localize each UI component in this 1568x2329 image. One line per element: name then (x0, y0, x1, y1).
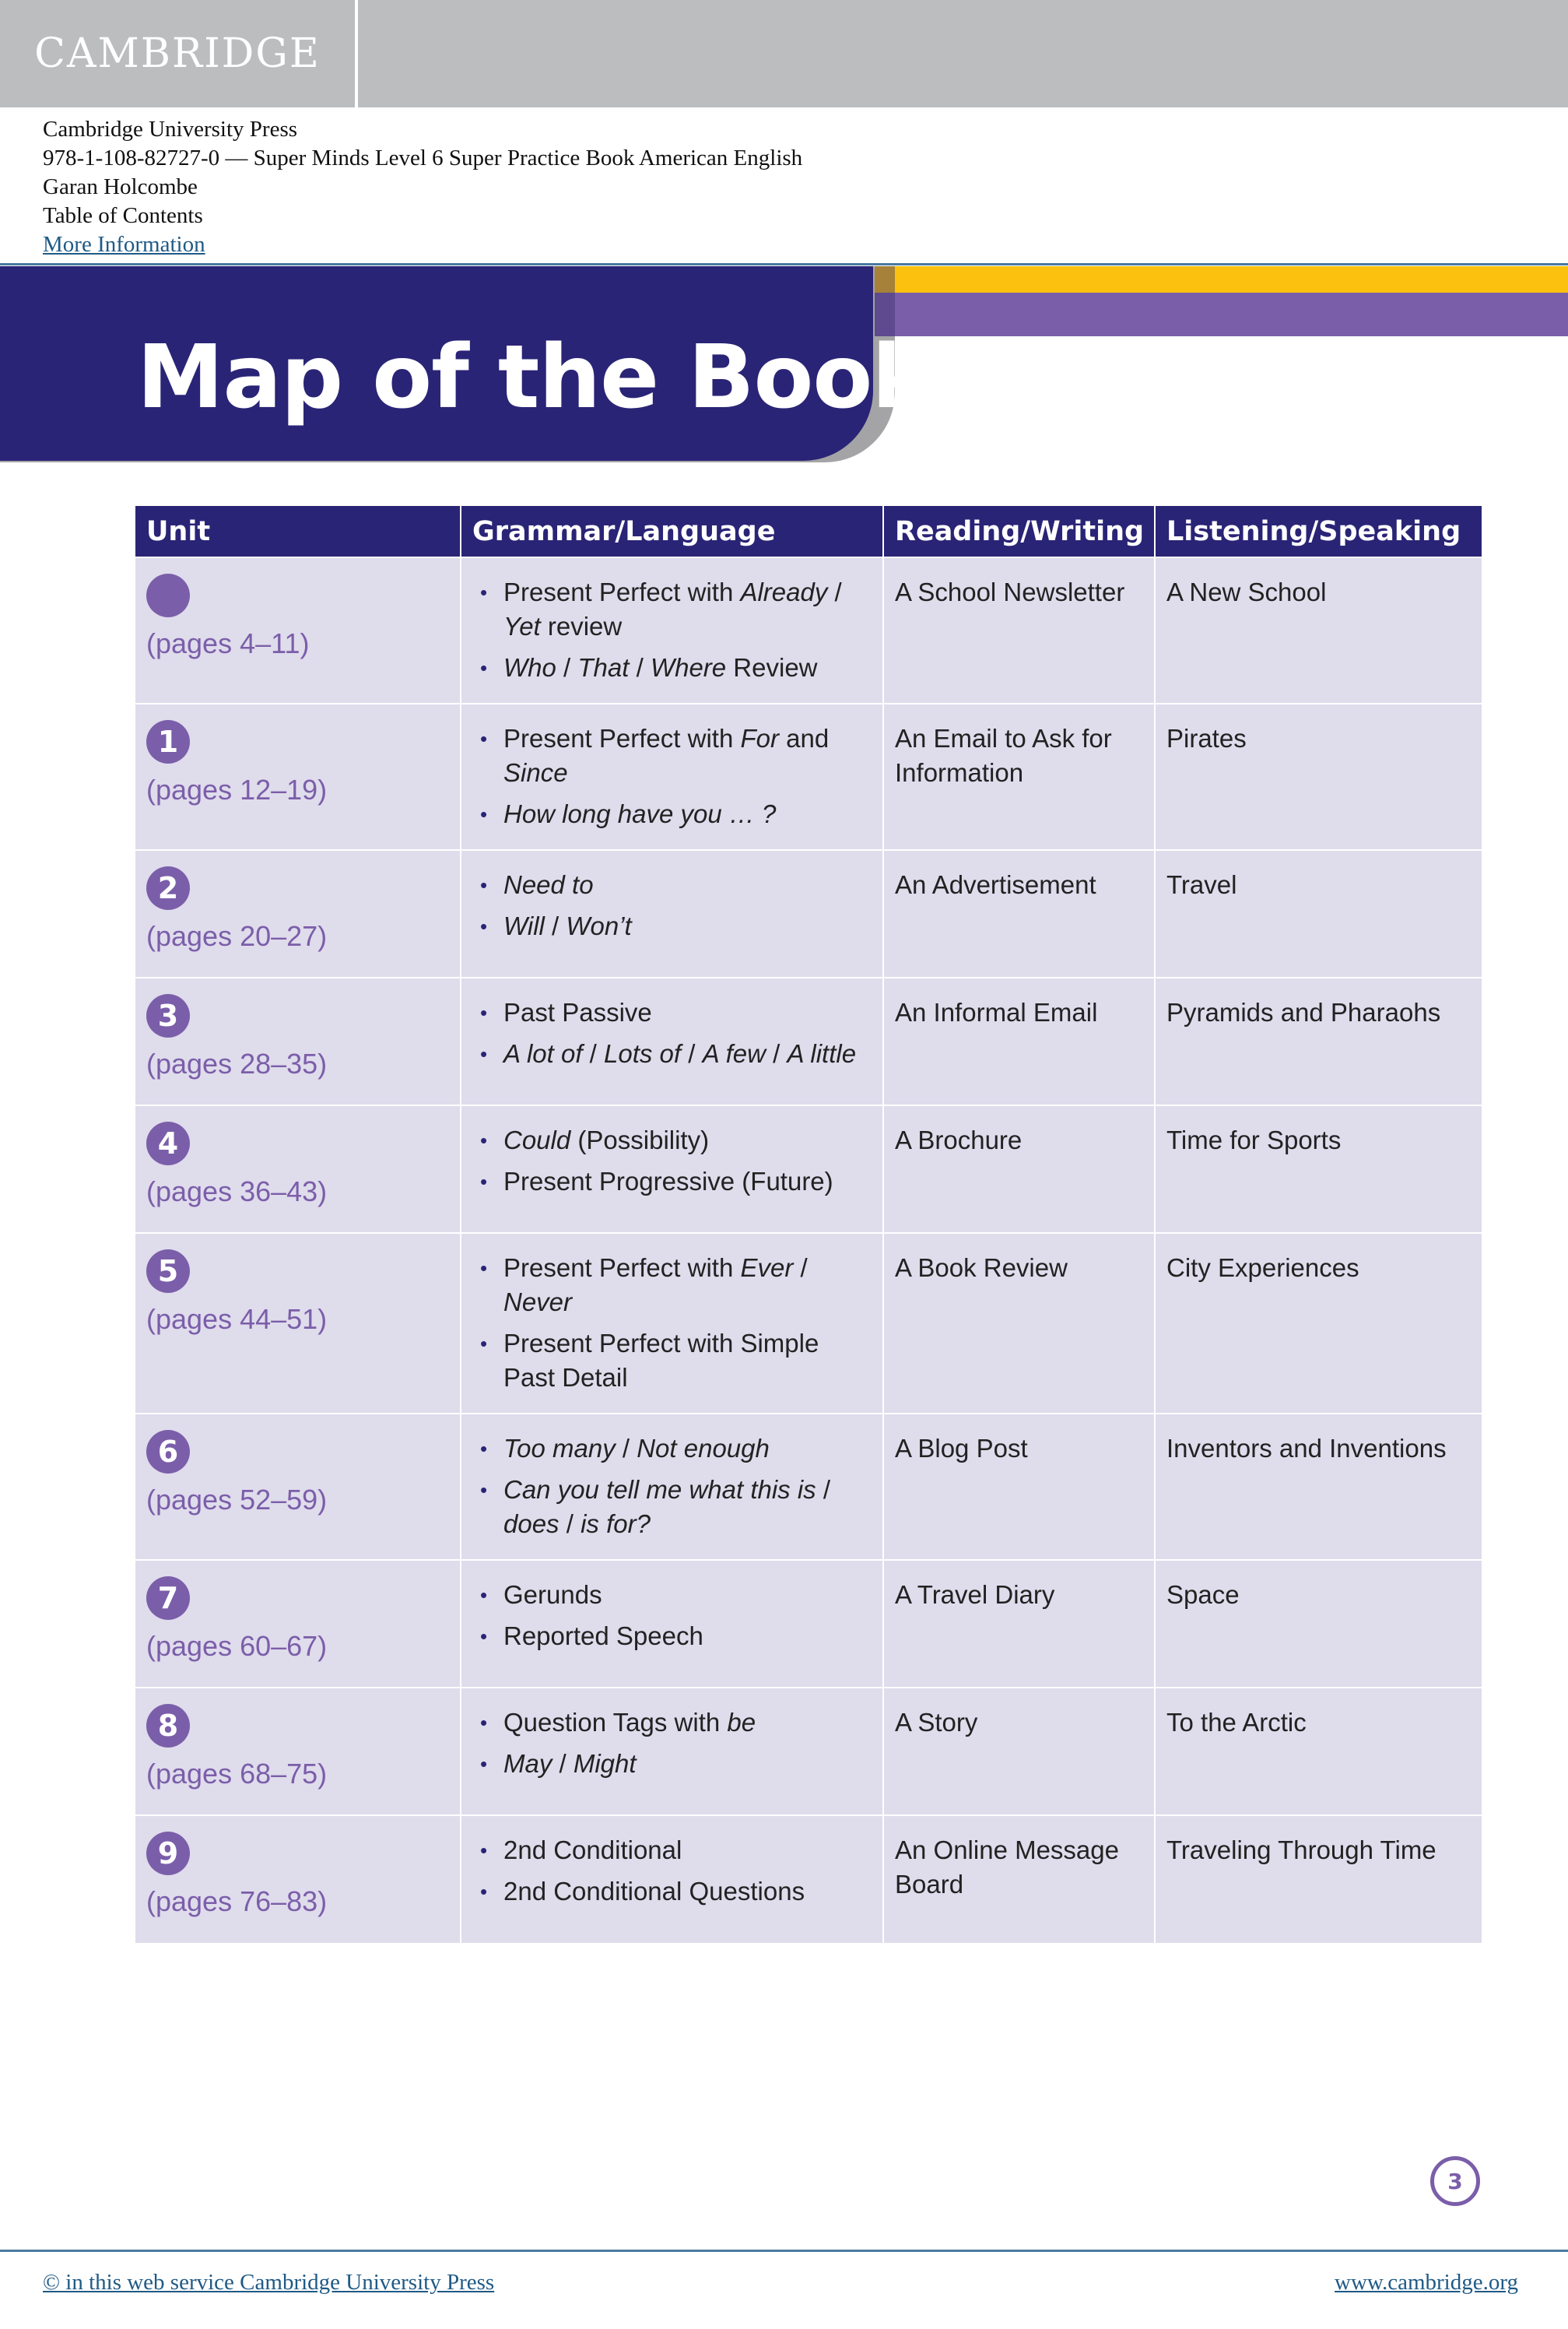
yellow-stripe (875, 266, 1568, 293)
unit-cell (135, 1815, 461, 1943)
unit-pages: (pages 60–67) (146, 1630, 328, 1662)
table-row (135, 557, 1482, 704)
bullet-icon: • (480, 1752, 488, 1776)
grammar-item (472, 1705, 872, 1740)
grammar-item (472, 1037, 872, 1071)
grammar-item (472, 1619, 872, 1653)
bullet-icon: • (480, 1839, 488, 1862)
unit-cell (135, 1560, 461, 1688)
table-row (135, 1815, 1482, 1943)
listening-cell: To the Arctic (1155, 1688, 1482, 1815)
grammar-list (472, 722, 872, 831)
bullet-icon: • (480, 1711, 488, 1734)
grammar-text: 2nd Conditional Questions (503, 1877, 805, 1906)
listening-cell: A New School (1155, 557, 1482, 704)
table-row (135, 1105, 1482, 1233)
bullet-icon: • (480, 803, 488, 826)
grammar-cell (461, 850, 883, 978)
bullet-icon: • (480, 1625, 488, 1648)
grammar-text: review (540, 612, 623, 641)
reading-cell: An Advertisement (883, 850, 1155, 978)
grammar-item (472, 868, 872, 902)
reading-cell: A Brochure (883, 1105, 1155, 1233)
bullet-icon: • (480, 1001, 488, 1024)
unit-cell (135, 1688, 461, 1815)
grammar-text: / (681, 1039, 703, 1068)
publication-info (43, 115, 802, 259)
grammar-text-italic: Too many (503, 1434, 616, 1463)
grammar-text-italic: Already (740, 578, 828, 606)
unit-number-badge (146, 574, 190, 617)
grammar-cell (461, 1414, 883, 1560)
grammar-item (472, 1164, 872, 1199)
grammar-text: Present Perfect with (503, 1253, 741, 1282)
unit-cell (135, 978, 461, 1105)
grammar-text-italic: A lot of (503, 1039, 583, 1068)
grammar-text-italic: Ever (740, 1253, 794, 1282)
copyright-link[interactable]: © in this web service Cambridge University Press (43, 2270, 495, 2295)
grammar-item (472, 1578, 872, 1612)
listening-cell: Pirates (1155, 704, 1482, 850)
grammar-text: / (552, 1749, 574, 1778)
unit-pages: (pages 76–83) (146, 1885, 328, 1917)
grammar-text: Present Perfect with Simple Past Detail (503, 1329, 819, 1392)
table-row (135, 1233, 1482, 1414)
table-row (135, 1414, 1482, 1560)
unit-number-badge: 5 (146, 1249, 190, 1293)
grammar-list (472, 1431, 872, 1541)
reading-cell: A Blog Post (883, 1414, 1155, 1560)
grammar-list (472, 1578, 872, 1653)
page-number-badge: 3 (1430, 2156, 1480, 2206)
grammar-item (472, 797, 872, 831)
listening-cell: City Experiences (1155, 1233, 1482, 1414)
grammar-cell (461, 1815, 883, 1943)
bullet-icon: • (480, 581, 488, 604)
grammar-text: / (556, 653, 578, 682)
bullet-icon: • (480, 1170, 488, 1193)
grammar-list (472, 868, 872, 943)
grammar-text-italic: Since (503, 758, 568, 787)
grammar-text-italic: Yet (503, 612, 541, 641)
unit-number-badge: 7 (146, 1576, 190, 1620)
unit-pages: (pages 4–11) (146, 627, 310, 659)
table-body (135, 557, 1482, 1943)
table-row (135, 1688, 1482, 1815)
grammar-text: / (765, 1039, 788, 1068)
grammar-list (472, 1123, 872, 1199)
listening-cell: Travel (1155, 850, 1482, 978)
unit-pages: (pages 44–51) (146, 1303, 328, 1335)
header-listening: Listening/Speaking (1155, 506, 1482, 557)
grammar-text-italic: A little (787, 1039, 857, 1068)
stripe-notch (875, 266, 895, 336)
bullet-icon: • (480, 1042, 488, 1066)
reading-cell: An Online Message Board (883, 1815, 1155, 1943)
unit-number-badge: 8 (146, 1704, 190, 1748)
grammar-text: Present Progressive (Future) (503, 1167, 833, 1196)
publisher: Cambridge University Press (43, 117, 298, 142)
grammar-text: Review (726, 653, 818, 682)
grammar-text: / (559, 1509, 581, 1538)
grammar-item (472, 575, 872, 644)
grammar-text-italic: Will (503, 912, 545, 940)
unit-number-badge: 6 (146, 1430, 190, 1474)
grammar-text-italic: Could (503, 1126, 571, 1154)
grammar-text: 2nd Conditional (503, 1835, 682, 1864)
page-title: Map of the Book (137, 327, 929, 428)
reading-cell: An Informal Email (883, 978, 1155, 1105)
website-link[interactable]: www.cambridge.org (1335, 2270, 1518, 2295)
purple-stripe (875, 293, 1568, 336)
grammar-text-italic: is for? (581, 1509, 651, 1538)
grammar-text: Past Passive (503, 998, 652, 1027)
bullet-icon: • (480, 1129, 488, 1152)
grammar-cell (461, 1560, 883, 1688)
isbn-title: 978-1-108-82727-0 — Super Minds Level 6 Super Practice Book American English (43, 146, 803, 170)
bullet-icon: • (480, 1880, 488, 1903)
grammar-item (472, 996, 872, 1030)
grammar-text-italic: May (503, 1749, 552, 1778)
table-row (135, 1560, 1482, 1688)
bullet-icon: • (480, 1256, 488, 1280)
map-of-book-table (135, 506, 1482, 1943)
unit-pages: (pages 12–19) (146, 774, 328, 806)
grammar-item (472, 722, 872, 790)
grammar-text-italic: Won’t (566, 912, 632, 940)
table-row (135, 850, 1482, 978)
listening-cell: Traveling Through Time (1155, 1815, 1482, 1943)
grammar-item (472, 1747, 872, 1781)
listening-cell: Space (1155, 1560, 1482, 1688)
cambridge-logo[interactable] (0, 0, 358, 107)
unit-pages: (pages 52–59) (146, 1484, 328, 1516)
bullet-icon: • (480, 1478, 488, 1502)
grammar-list (472, 1705, 872, 1781)
bullet-icon: • (480, 1583, 488, 1607)
grammar-text: and (778, 724, 830, 753)
section-name: Table of Contents (43, 203, 203, 228)
grammar-item (472, 1123, 872, 1157)
header-divider (0, 263, 1568, 265)
unit-number-badge: 1 (146, 720, 190, 764)
grammar-item (472, 909, 872, 943)
grammar-text: / (582, 1039, 605, 1068)
grammar-text-italic: Where (650, 653, 727, 682)
author: Garan Holcombe (43, 174, 198, 199)
grammar-text-italic: Lots of (604, 1039, 682, 1068)
header-unit: Unit (135, 506, 461, 557)
more-information-link[interactable]: More Information (43, 232, 205, 257)
grammar-cell (461, 557, 883, 704)
unit-cell (135, 1105, 461, 1233)
reading-cell: A Travel Diary (883, 1560, 1155, 1688)
grammar-text-italic: be (727, 1708, 756, 1737)
table-row (135, 978, 1482, 1105)
logo-text: CAMBRIDGE (34, 30, 321, 77)
grammar-text: Present Perfect with (503, 578, 741, 606)
listening-cell: Inventors and Inventions (1155, 1414, 1482, 1560)
grammar-list (472, 996, 872, 1071)
unit-number-badge: 2 (146, 866, 190, 910)
grammar-text: (Possibility) (570, 1126, 710, 1154)
bullet-icon: • (480, 915, 488, 938)
bullet-icon: • (480, 1437, 488, 1460)
unit-pages: (pages 68–75) (146, 1758, 328, 1790)
bullet-icon: • (480, 656, 488, 680)
bullet-icon: • (480, 727, 488, 750)
unit-number-badge: 3 (146, 994, 190, 1038)
grammar-list (472, 575, 872, 685)
grammar-text: / (827, 578, 842, 606)
grammar-text-italic: Need to (503, 870, 594, 899)
grammar-text: Question Tags with (503, 1708, 728, 1737)
grammar-text-italic: How long have you … ? (503, 799, 777, 828)
unit-cell (135, 704, 461, 850)
grammar-cell (461, 978, 883, 1105)
listening-cell: Time for Sports (1155, 1105, 1482, 1233)
grammar-cell (461, 1688, 883, 1815)
grammar-text: Gerunds (503, 1580, 602, 1609)
grammar-cell (461, 704, 883, 850)
grammar-text-italic: Might (573, 1749, 637, 1778)
grammar-cell (461, 1105, 883, 1233)
grammar-item (472, 1874, 872, 1909)
grammar-text: / (615, 1434, 637, 1463)
listening-cell: Pyramids and Pharaohs (1155, 978, 1482, 1105)
unit-number-badge: 9 (146, 1832, 190, 1875)
unit-cell (135, 850, 461, 978)
grammar-item (472, 1473, 872, 1541)
unit-cell (135, 1233, 461, 1414)
grammar-cell (461, 1233, 883, 1414)
unit-cell (135, 557, 461, 704)
header-grammar: Grammar/Language (461, 506, 883, 557)
grammar-text-italic: Can you tell me what this is (503, 1475, 816, 1504)
grammar-item (472, 1833, 872, 1867)
reading-cell: A School Newsletter (883, 557, 1155, 704)
grammar-text-italic: Never (503, 1287, 573, 1316)
footer-divider (0, 2250, 1568, 2252)
grammar-text-italic: A few (702, 1039, 766, 1068)
reading-cell: An Email to Ask for Information (883, 704, 1155, 850)
bullet-icon: • (480, 873, 488, 897)
table-header-row (135, 506, 1482, 557)
header-bar (0, 0, 1568, 107)
grammar-text: / (816, 1475, 831, 1504)
table-row (135, 704, 1482, 850)
reading-cell: A Story (883, 1688, 1155, 1815)
unit-pages: (pages 36–43) (146, 1175, 328, 1207)
grammar-text-italic: That (577, 653, 630, 682)
grammar-text-italic: does (503, 1509, 559, 1538)
grammar-text: Present Perfect with (503, 724, 741, 753)
grammar-list (472, 1251, 872, 1395)
reading-cell: A Book Review (883, 1233, 1155, 1414)
grammar-text-italic: Who (503, 653, 556, 682)
grammar-text: Reported Speech (503, 1621, 703, 1650)
grammar-list (472, 1833, 872, 1909)
grammar-item (472, 1251, 872, 1319)
grammar-text: / (544, 912, 567, 940)
grammar-text-italic: Not enough (637, 1434, 770, 1463)
bullet-icon: • (480, 1332, 488, 1355)
grammar-item (472, 651, 872, 685)
unit-pages: (pages 20–27) (146, 920, 328, 952)
grammar-item (472, 1326, 872, 1395)
grammar-text: / (629, 653, 651, 682)
unit-number-badge: 4 (146, 1122, 190, 1165)
grammar-text: / (793, 1253, 808, 1282)
grammar-item (472, 1431, 872, 1466)
unit-pages: (pages 28–35) (146, 1048, 328, 1080)
header-reading: Reading/Writing (883, 506, 1155, 557)
unit-cell (135, 1414, 461, 1560)
grammar-text-italic: For (740, 724, 779, 753)
